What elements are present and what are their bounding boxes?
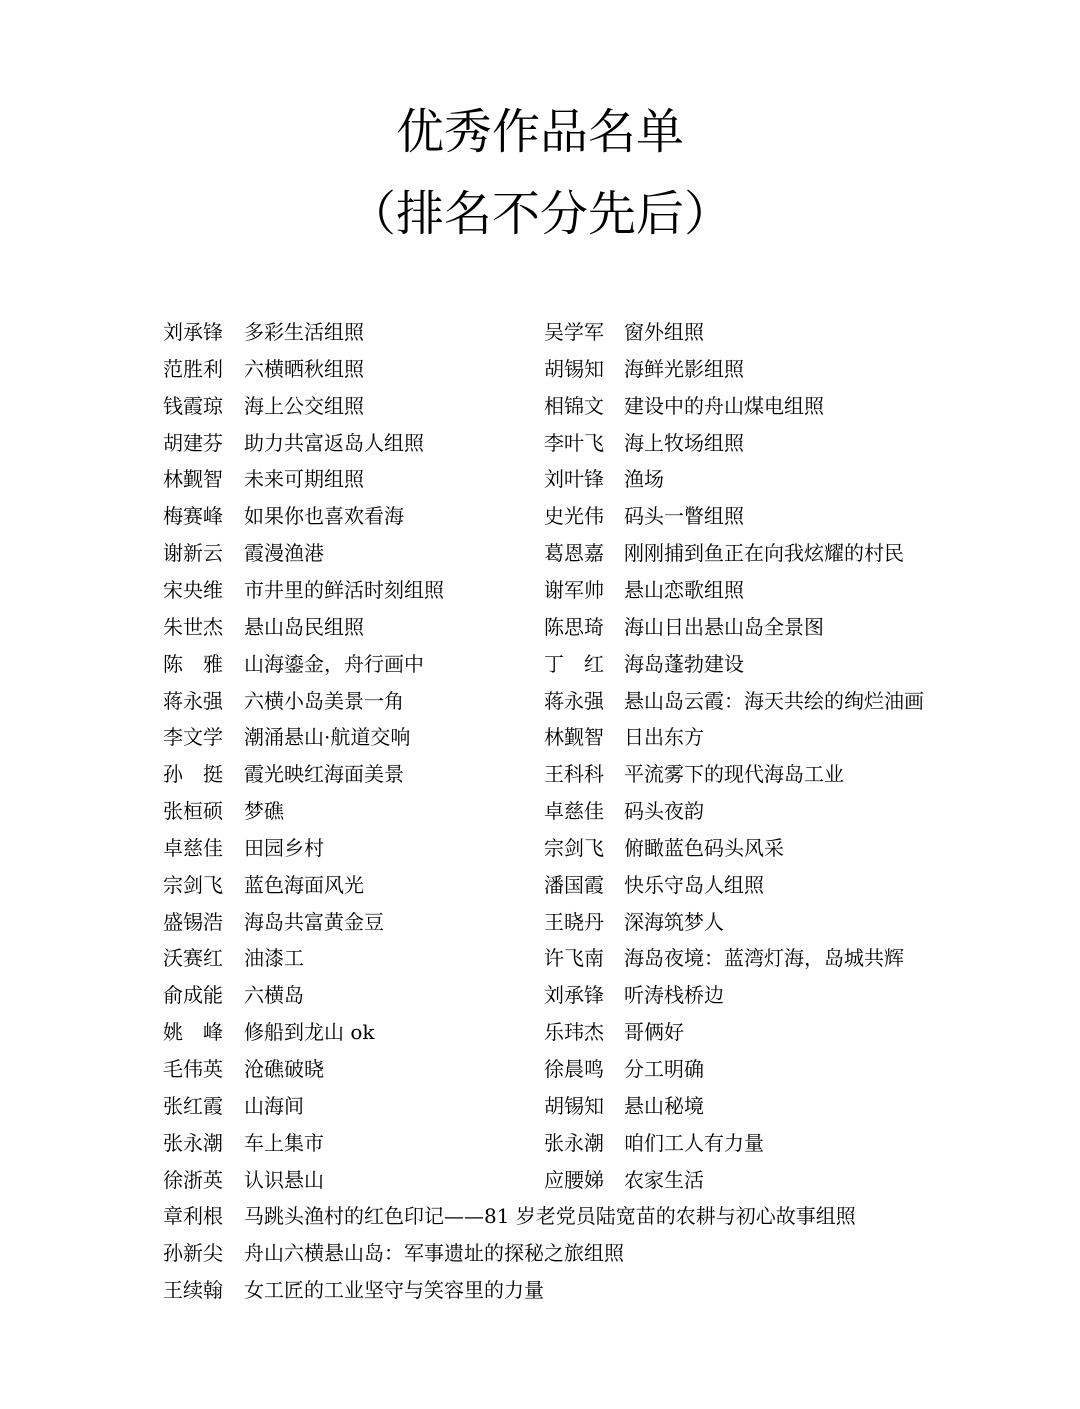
list-item bbox=[0, 572, 1080, 609]
work-title: 海山日出悬山岛全景图 bbox=[624, 614, 824, 639]
author-name: 林觐智 bbox=[544, 725, 604, 750]
author-name: 李文学 bbox=[163, 725, 223, 750]
author-name: 胡建芬 bbox=[163, 430, 223, 455]
list-item bbox=[0, 977, 1080, 1014]
work-title: 蓝色海面风光 bbox=[244, 872, 364, 897]
list-item bbox=[0, 1162, 1080, 1199]
author-name: 谢新云 bbox=[163, 541, 223, 566]
work-title: 霞光映红海面美景 bbox=[244, 762, 404, 787]
work-title: 认识悬山 bbox=[244, 1167, 324, 1192]
author-name: 相锦文 bbox=[544, 393, 604, 418]
list-item bbox=[0, 425, 1080, 462]
author-name: 宋央维 bbox=[163, 577, 223, 602]
list-item bbox=[0, 1272, 1080, 1309]
author-name: 陈思琦 bbox=[544, 614, 604, 639]
author-name: 李叶飞 bbox=[544, 430, 604, 455]
author-name: 徐晨鸣 bbox=[544, 1057, 604, 1081]
work-title: 海鲜光影组照 bbox=[624, 356, 744, 381]
list-item bbox=[0, 793, 1080, 830]
work-title: 田园乡村 bbox=[244, 835, 324, 860]
work-title: 海岛蓬勃建设 bbox=[624, 651, 744, 676]
author-name: 应腰娣 bbox=[544, 1167, 604, 1192]
work-title: 平流雾下的现代海岛工业 bbox=[624, 762, 844, 787]
page-subtitle: （排名不分先后） bbox=[347, 186, 732, 242]
work-title: 市井里的鲜活时刻组照 bbox=[244, 577, 444, 602]
author-name: 胡锡知 bbox=[544, 1093, 604, 1118]
author-name: 王续翰 bbox=[163, 1278, 223, 1303]
work-title: 六横小岛美景一角 bbox=[244, 688, 404, 713]
list-item bbox=[0, 1125, 1080, 1162]
work-title: 如果你也喜欢看海 bbox=[244, 504, 404, 529]
work-title: 悬山岛云霞：海天共绘的绚烂油画 bbox=[624, 688, 924, 713]
author-name: 王晓丹 bbox=[544, 909, 604, 934]
author-name: 胡锡知 bbox=[544, 356, 604, 381]
work-title: 渔场 bbox=[624, 467, 664, 492]
author-name: 孙 挺 bbox=[163, 762, 223, 787]
work-title: 深海筑梦人 bbox=[624, 909, 724, 934]
author-name: 姚 峰 bbox=[163, 1020, 223, 1045]
work-title: 马跳头渔村的红色印记——81 岁老党员陆宽苗的农耕与初心故事组照 bbox=[244, 1204, 856, 1229]
author-name: 范胜利 bbox=[163, 356, 223, 381]
work-title: 霞漫渔港 bbox=[244, 541, 324, 566]
author-name: 盛锡浩 bbox=[163, 909, 223, 934]
list-item bbox=[0, 1235, 1080, 1272]
work-title: 六横晒秋组照 bbox=[244, 356, 364, 381]
author-name: 孙新尖 bbox=[163, 1241, 223, 1266]
author-name: 蒋永强 bbox=[544, 688, 604, 713]
work-title: 悬山秘境 bbox=[624, 1093, 704, 1118]
author-name: 章利根 bbox=[163, 1204, 223, 1229]
work-title: 潮涌悬山·航道交响 bbox=[244, 725, 411, 750]
work-title: 舟山六横悬山岛：军事遗址的探秘之旅组照 bbox=[244, 1241, 624, 1266]
work-title: 日出东方 bbox=[624, 725, 704, 750]
author-name: 王科科 bbox=[544, 762, 604, 787]
list-item bbox=[0, 388, 1080, 425]
list-item bbox=[0, 756, 1080, 793]
author-name: 刘承锋 bbox=[544, 983, 604, 1008]
work-title: 悬山岛民组照 bbox=[244, 614, 364, 639]
work-title: 山海鎏金，舟行画中 bbox=[244, 651, 424, 676]
work-title: 咱们工人有力量 bbox=[624, 1130, 764, 1155]
list-item bbox=[0, 1014, 1080, 1051]
list-item bbox=[0, 867, 1080, 904]
work-title: 快乐守岛人组照 bbox=[624, 872, 764, 897]
work-title: 多彩生活组照 bbox=[244, 320, 364, 344]
list-item bbox=[0, 830, 1080, 867]
author-name: 朱世杰 bbox=[163, 614, 223, 639]
author-name: 谢军帅 bbox=[544, 577, 604, 602]
author-name: 张永潮 bbox=[163, 1130, 223, 1155]
work-title: 未来可期组照 bbox=[244, 467, 364, 492]
work-title: 窗外组照 bbox=[624, 320, 704, 344]
work-title: 油漆工 bbox=[244, 946, 304, 971]
work-title: 建设中的舟山煤电组照 bbox=[624, 393, 824, 418]
work-title: 俯瞰蓝色码头风采 bbox=[624, 835, 784, 860]
winners-list bbox=[0, 314, 1080, 1314]
list-item bbox=[0, 314, 1080, 351]
author-name: 蒋永强 bbox=[163, 688, 223, 713]
author-name: 俞成能 bbox=[163, 983, 223, 1008]
work-title: 农家生活 bbox=[624, 1167, 704, 1192]
work-title: 沧礁破晓 bbox=[244, 1057, 324, 1081]
author-name: 张红霞 bbox=[163, 1093, 223, 1118]
list-item bbox=[0, 1088, 1080, 1125]
author-name: 沃赛红 bbox=[163, 946, 223, 971]
list-item bbox=[0, 646, 1080, 683]
work-title: 六横岛 bbox=[244, 983, 304, 1008]
list-item bbox=[0, 719, 1080, 756]
author-name: 张永潮 bbox=[544, 1130, 604, 1155]
author-name: 张桓硕 bbox=[163, 799, 223, 824]
author-name: 丁 红 bbox=[544, 651, 604, 676]
author-name: 许飞南 bbox=[544, 946, 604, 971]
work-title: 修船到龙山 ok bbox=[244, 1020, 375, 1045]
author-name: 毛伟英 bbox=[163, 1057, 223, 1081]
work-title: 海上牧场组照 bbox=[624, 430, 744, 455]
list-item bbox=[0, 535, 1080, 572]
work-title: 哥俩好 bbox=[624, 1020, 684, 1045]
author-name: 钱霞琼 bbox=[163, 393, 223, 418]
list-item bbox=[0, 351, 1080, 388]
author-name: 乐玮杰 bbox=[544, 1020, 604, 1045]
author-name: 史光伟 bbox=[544, 504, 604, 529]
work-title: 助力共富返岛人组照 bbox=[244, 430, 424, 455]
author-name: 吴学军 bbox=[544, 320, 604, 344]
work-title: 海上公交组照 bbox=[244, 393, 364, 418]
list-item bbox=[0, 461, 1080, 498]
author-name: 陈 雅 bbox=[163, 651, 223, 676]
list-item bbox=[0, 683, 1080, 720]
author-name: 刘承锋 bbox=[163, 320, 223, 344]
author-name: 葛恩嘉 bbox=[544, 541, 604, 566]
list-item bbox=[0, 904, 1080, 941]
author-name: 林觐智 bbox=[163, 467, 223, 492]
author-name: 梅赛峰 bbox=[163, 504, 223, 529]
page-title: 优秀作品名单 bbox=[395, 104, 684, 160]
author-name: 徐浙英 bbox=[163, 1167, 223, 1192]
list-item bbox=[0, 1198, 1080, 1235]
author-name: 卓慈佳 bbox=[163, 835, 223, 860]
list-item bbox=[0, 1051, 1080, 1088]
work-title: 听涛栈桥边 bbox=[624, 983, 724, 1008]
author-name: 卓慈佳 bbox=[544, 799, 604, 824]
author-name: 潘国霞 bbox=[544, 872, 604, 897]
author-name: 宗剑飞 bbox=[544, 835, 604, 860]
work-title: 悬山恋歌组照 bbox=[624, 577, 744, 602]
work-title: 分工明确 bbox=[624, 1057, 704, 1081]
work-title: 刚刚捕到鱼正在向我炫耀的村民 bbox=[624, 541, 904, 566]
list-item bbox=[0, 940, 1080, 977]
work-title: 海岛共富黄金豆 bbox=[244, 909, 384, 934]
work-title: 梦礁 bbox=[244, 799, 284, 824]
work-title: 海岛夜境：蓝湾灯海，岛城共辉 bbox=[624, 946, 904, 971]
work-title: 车上集市 bbox=[244, 1130, 324, 1155]
work-title: 山海间 bbox=[244, 1093, 304, 1118]
work-title: 码头夜韵 bbox=[624, 799, 704, 824]
list-item bbox=[0, 498, 1080, 535]
list-item bbox=[0, 609, 1080, 646]
author-name: 宗剑飞 bbox=[163, 872, 223, 897]
work-title: 女工匠的工业坚守与笑容里的力量 bbox=[244, 1278, 544, 1303]
author-name: 刘叶锋 bbox=[544, 467, 604, 492]
work-title: 码头一瞥组照 bbox=[624, 504, 744, 529]
